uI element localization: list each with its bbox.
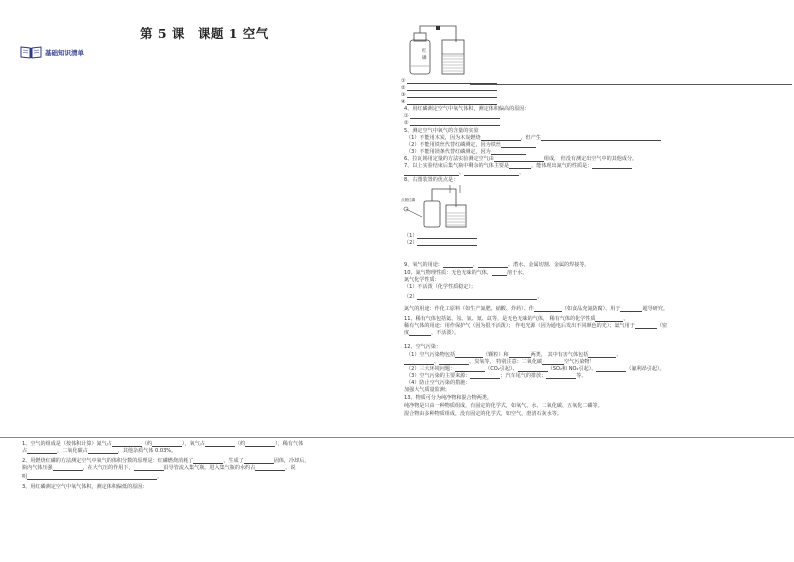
question-12-4: （4）防止空气污染的措施： [406,380,471,386]
rare-gas-use: 稀有气体的用途：用作保护气（因为很不活泼）； 作电光源（因为通电后发出不同颜色的光）；氦气用于 （密 [404,323,668,329]
question-12: 12、空气污染： [404,344,442,350]
question-5-1: （1）不能用木炭，因为木炭燃烧 ，但产生 [406,135,661,141]
question-5: 5、测定空气中氧气的含量的实验 [404,128,479,134]
bottom-question-1b: 占 ，二氧化碳占 ，其他杂质气体 0.03%。 [22,448,177,454]
red-phosphorus-apparatus-figure [400,22,480,78]
bottom-question-2: 2、用燃烧红磷的方法测定空气中氧气的体积分数的原理是：红磷燃烧消耗了 ，生成了 固体，冷却后， [22,458,310,464]
bottom-question-1: 1、空气的组成是（按体积计算）氮气占 （约 ），氧气占 （约 ），稀有气体 [22,441,304,447]
question-13-c: 混合物由多种物质组成，没有固定的化学式，如空气、澄清石灰水等。 [404,411,562,417]
rare-gas-use-2: 度 ，不活泼）。 [404,330,460,336]
question-4: 4、用红磷测定空气中氧气体积，测定体积偏高的原因： [404,106,530,112]
answer-2: ② [401,85,497,91]
improved-apparatus-figure [400,183,480,231]
question-5-2: （2）不能用铁丝代替红磷测定，因为铁丝 [406,142,536,148]
question-7: 7、以上实验结束后集气瓶中剩余的气体主要是 ，能体现出氮气的性质是： [404,163,632,169]
answer-3: ③ [401,92,497,98]
question-9: 9、氧气的用途： 、 、潜水、金属切割、金属的焊接等。 [404,262,590,268]
nitrogen-use: 氮气的用途：作化工原料（如生产氮肥、硝酸、炸药）、作 （如食品充氮防腐）、用于 超导研究。 [404,306,668,312]
question-12-1b: 、 、臭氧等， 特别注意：二氧化碳 空气污染物！ [404,359,595,365]
section-divider [0,437,794,438]
question-10-1: （1）不活泼（化学性质稳定）； [404,284,477,290]
question-10-2: （2） 。 [404,294,543,300]
page-title: 第 5 课 课题 1 空气 [140,26,269,41]
answer-1: ① [401,78,497,84]
question-10-chem: 氮气化学性质： [404,277,440,283]
question-12-2: （2）三大环境问题： （CO₂引起）、 （SO₂和 NO₂引起）、 （氟利昂引起）。 [406,366,665,372]
question-10: 10、氮气物理性质：无色无味的气体， 溶于水。 [404,270,528,276]
question-12-4b: 加强大气质量监测； [404,387,450,393]
open-book-icon [20,45,42,59]
bottom-question-3: 3、用红磷测定空气中氧气体积，测定体积偏低的原因： [22,484,148,490]
bottom-question-2c: 明 。 [22,474,163,480]
top-right-rule [470,84,792,85]
question-12-3: （3）空气污染的主要来源： ；汽车尾气的排放； 等。 [406,373,587,379]
question-13-b: 纯净物是只由一种物质组成，有固定的化学式，如氧气、水、二氧化碳、五氧化二磷等。 [404,403,603,409]
figure-2-label: 点燃红磷 [401,198,415,202]
question-7-blank: 、 。 [404,170,524,176]
bottom-question-2b: 瓶内气体压强 ，在大气压的作用下， 沿导管流入集气瓶，进入集气瓶的水约占 ，说 [22,465,296,471]
question-4-b: ② [404,120,500,126]
apparatus-label-1: 红 [422,49,427,54]
question-11: 11、稀有气体包括氦、氖、氩、氪、氙等，是无色无味的气体， 稀有气体的化学性质 。 [404,316,629,322]
question-13: 13、物质可分为纯净物和混合物两类。 [404,395,492,401]
question-12-1: （1）空气污染物包括 （颗粒）和 两类， 其中有害气体包括 、 [406,352,622,358]
question-8-1: （1） [404,233,477,239]
section-badge [20,45,84,59]
answer-4: ④ [401,99,497,105]
section-badge-label: 基础知识清单 [45,48,84,57]
question-6: 6、拉瓦锡用定量的方法实验测定空气由 组成， 但没有测定出空气中的其他成分。 [404,156,638,162]
question-5-3: （3）不能用镁条代替红磷测定，因为 [406,149,526,155]
question-4-a: ① [404,113,500,119]
question-8: 8、右图装置的优点是： [404,177,459,183]
question-8-2: （2） [404,240,477,246]
apparatus-label-2: 磷 [422,56,427,61]
